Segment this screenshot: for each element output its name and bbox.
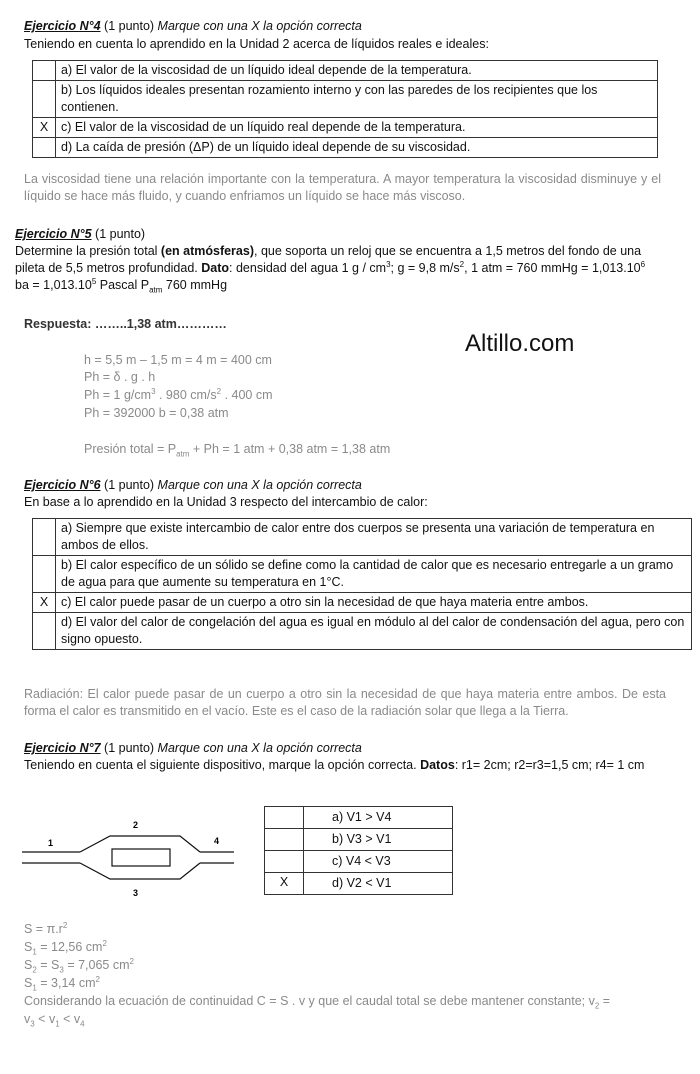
- ex7-option-mark: [265, 851, 304, 873]
- ex7-option-d: [265, 873, 453, 895]
- superscript: 6: [640, 259, 646, 269]
- pipe-diagram: [22, 812, 238, 902]
- ex4-title: Ejercicio N°4: [24, 19, 101, 33]
- inner-block: [112, 849, 170, 866]
- superscript: 3: [386, 259, 391, 269]
- ex5-text: , 1 atm = 760 mmHg = 1,013.10: [464, 261, 641, 275]
- ex5-answer: Respuesta: ……..1,38 atm…………: [24, 317, 227, 331]
- subscript: 2: [32, 965, 37, 975]
- subscript: atm: [149, 285, 163, 295]
- ex6-instruction: Marque con una X la opción correcta: [157, 478, 362, 492]
- ex7-work-line2: [24, 939, 107, 956]
- ex4-points: (1 punto): [100, 19, 158, 33]
- ex7-options-table: [264, 806, 453, 895]
- ex4-instruction: Marque con una X la opción correcta: [157, 19, 362, 33]
- ex5-work-line5: [84, 441, 390, 458]
- ex6-option-b: [33, 556, 692, 593]
- ex7-work-line5: [24, 993, 610, 1010]
- ex6-points: (1 punto): [100, 478, 158, 492]
- ex7-work-line6: [24, 1011, 85, 1028]
- ex5-text: Pascal P: [96, 278, 150, 292]
- superscript: 2: [102, 938, 107, 948]
- subscript: 3: [30, 1019, 35, 1029]
- ex7-option-text: a) V1 > V4: [304, 807, 453, 829]
- ex4-option-mark: [33, 81, 56, 118]
- ex5-bold-text: (en atmósferas): [160, 244, 254, 258]
- ex4-option-text: b) Los líquidos ideales presentan rozamiento interno y con las paredes de los recipientes que los contienen.: [56, 81, 658, 118]
- ex5-text: 760 mmHg: [162, 278, 228, 292]
- ex6-option-text: a) Siempre que existe intercambio de calor entre dos cuerpos se presenta una variación de temperatura en ambos de ellos.: [56, 519, 692, 556]
- ex6-option-text: c) El calor puede pasar de un cuerpo a otro sin la necesidad de que haya materia entre ambos.: [56, 593, 692, 613]
- superscript: 3: [151, 386, 156, 396]
- ex5-work-line3: [84, 387, 273, 404]
- ex5-text: pileta de 5,5 metros profundidad.: [15, 261, 202, 275]
- ex4-explanation: La viscosidad tiene una relación importante con la temperatura. A mayor temperatura la viscosidad disminuye y el líquido se hace más fluido, y cuando enfriamos un líquido se hace más viscoso.: [24, 172, 661, 203]
- ex4-option-d: [33, 138, 658, 158]
- label-4: 4: [214, 836, 220, 846]
- ex5-text: Determine la presión total: [15, 244, 161, 258]
- superscript: 2: [216, 386, 222, 396]
- ex6-explanation: Radiación: El calor puede pasar de un cuerpo a otro sin la necesidad de que haya materia entre ambos. De esta forma el calor es transmitido en el vacío. Este es el caso de la radiación solar que llega a la Tierra.: [24, 687, 666, 718]
- ex6-option-mark: X: [33, 593, 56, 613]
- ex7-option-mark: X: [265, 873, 304, 895]
- ex7-option-b: [265, 829, 453, 851]
- ex7-header: [24, 740, 362, 757]
- ex6-title: Ejercicio N°6: [24, 478, 101, 492]
- ex7-text: : r1= 2cm; r2=r3=1,5 cm; r4= 1 cm: [454, 758, 645, 772]
- ex6-option-d: [33, 613, 692, 650]
- work-text: . 400 cm: [221, 388, 273, 402]
- ex5-dato-label: Dato: [201, 261, 230, 275]
- ex7-prompt: [24, 757, 644, 774]
- ex6-option-a: [33, 519, 692, 556]
- ex4-option-mark: [33, 61, 56, 81]
- ex7-work-line3: [24, 957, 134, 974]
- ex6-option-mark: [33, 556, 56, 593]
- ex5-text: : densidad del agua 1 g / cm: [229, 261, 387, 275]
- work-text: =: [599, 994, 611, 1008]
- ex5-text: ; g = 9,8 m/s: [390, 261, 460, 275]
- ex4-option-text: a) El valor de la viscosidad de un líquido ideal depende de la temperatura.: [56, 61, 658, 81]
- ex4-options-table: [32, 60, 658, 158]
- ex5-title: Ejercicio N°5: [15, 227, 92, 241]
- label-3: 3: [133, 888, 139, 898]
- ex5-text: , que soporta un reloj que se encuentra a 1,5 metros del fondo de una: [254, 244, 642, 258]
- work-text: = 7,065 cm: [63, 958, 130, 972]
- subscript: 3: [59, 965, 64, 975]
- subscript: 2: [594, 1001, 600, 1011]
- ex6-header: [24, 477, 362, 494]
- ex6-option-mark: [33, 613, 56, 650]
- work-text: Considerando la ecuación de continuidad C = S . v y que el caudal total se debe mantener constante; v: [24, 994, 595, 1008]
- work-text: < v: [34, 1012, 56, 1026]
- ex5-statement-line1: [15, 243, 641, 260]
- work-text: Presión total = P: [84, 442, 177, 456]
- ex4-option-b: [33, 81, 658, 118]
- ex5-header: [15, 226, 145, 243]
- ex6-prompt: En base a lo aprendido en la Unidad 3 respecto del intercambio de calor:: [24, 495, 428, 509]
- label-2: 2: [133, 820, 139, 830]
- ex7-option-text: b) V3 > V1: [304, 829, 453, 851]
- ex5-statement-line3: [15, 277, 227, 294]
- ex4-header: [24, 18, 362, 35]
- superscript: 2: [62, 920, 68, 930]
- work-text: S = π.r: [24, 922, 63, 936]
- watermark: Altillo.com: [465, 330, 575, 357]
- label-1: 1: [48, 838, 54, 848]
- ex7-dato-label: Datos: [420, 758, 455, 772]
- ex5-work-line1: h = 5,5 m – 1,5 m = 4 m = 400 cm: [84, 353, 272, 367]
- work-text: S: [24, 958, 33, 972]
- ex4-option-c: [33, 118, 658, 138]
- ex6-options-table: [32, 518, 692, 650]
- subscript: atm: [176, 449, 190, 459]
- work-text: Ph = 1 g/cm: [84, 388, 152, 402]
- work-text: = S: [36, 958, 60, 972]
- ex7-option-mark: [265, 829, 304, 851]
- superscript: 2: [129, 956, 134, 966]
- ex6-option-mark: [33, 519, 56, 556]
- ex7-points: (1 punto): [100, 741, 158, 755]
- ex7-option-c: [265, 851, 453, 873]
- superscript: 2: [459, 259, 465, 269]
- ex4-option-text: d) La caída de presión (ΔP) de un líquido ideal depende de su viscosidad.: [56, 138, 658, 158]
- work-text: v: [24, 1012, 31, 1026]
- ex7-text: Teniendo en cuenta el siguiente dispositivo, marque la opción correcta.: [24, 758, 421, 772]
- superscript: 5: [91, 276, 97, 286]
- ex5-work-line2: Ph = δ . g . h: [84, 370, 156, 384]
- subscript: 1: [32, 947, 37, 957]
- ex7-option-text: c) V4 < V3: [304, 851, 453, 873]
- work-text: = 12,56 cm: [36, 940, 103, 954]
- ex7-work-line1: [24, 921, 67, 938]
- subscript: 1: [55, 1019, 60, 1029]
- ex5-statement-line2: [15, 260, 645, 277]
- subscript: 1: [32, 983, 37, 993]
- ex7-option-mark: [265, 807, 304, 829]
- ex7-work-line4: [24, 975, 100, 992]
- work-text: S: [24, 976, 33, 990]
- ex6-option-text: d) El valor del calor de congelación del agua es igual en módulo al del calor de condensación del agua, pero con signo opuesto.: [56, 613, 692, 650]
- ex4-option-text: c) El valor de la viscosidad de un líquido real depende de la temperatura.: [56, 118, 658, 138]
- ex7-option-a: [265, 807, 453, 829]
- ex5-points: (1 punto): [91, 227, 146, 241]
- work-text: S: [24, 940, 33, 954]
- ex5-work-line4: Ph = 392000 b = 0,38 atm: [84, 406, 229, 420]
- ex5-text: ba = 1,013.10: [15, 278, 92, 292]
- ex6-option-c: [33, 593, 692, 613]
- work-text: = 3,14 cm: [36, 976, 96, 990]
- ex4-prompt: Teniendo en cuenta lo aprendido en la Unidad 2 acerca de líquidos reales e ideales:: [24, 37, 489, 51]
- ex7-title: Ejercicio N°7: [24, 741, 101, 755]
- ex4-option-mark: [33, 138, 56, 158]
- subscript: 4: [80, 1019, 85, 1029]
- ex4-option-mark: X: [33, 118, 56, 138]
- work-text: . 980 cm/s: [155, 388, 217, 402]
- ex7-instruction: Marque con una X la opción correcta: [157, 741, 362, 755]
- ex4-option-a: [33, 61, 658, 81]
- ex7-option-text: d) V2 < V1: [304, 873, 453, 895]
- ex6-option-text: b) El calor específico de un sólido se define como la cantidad de calor que es necesario entregarle a un gramo de agua para que aumente su temperatura en 1°C.: [56, 556, 692, 593]
- work-text: + Ph = 1 atm + 0,38 atm = 1,38 atm: [189, 442, 391, 456]
- superscript: 2: [95, 974, 100, 984]
- work-text: < v: [59, 1012, 81, 1026]
